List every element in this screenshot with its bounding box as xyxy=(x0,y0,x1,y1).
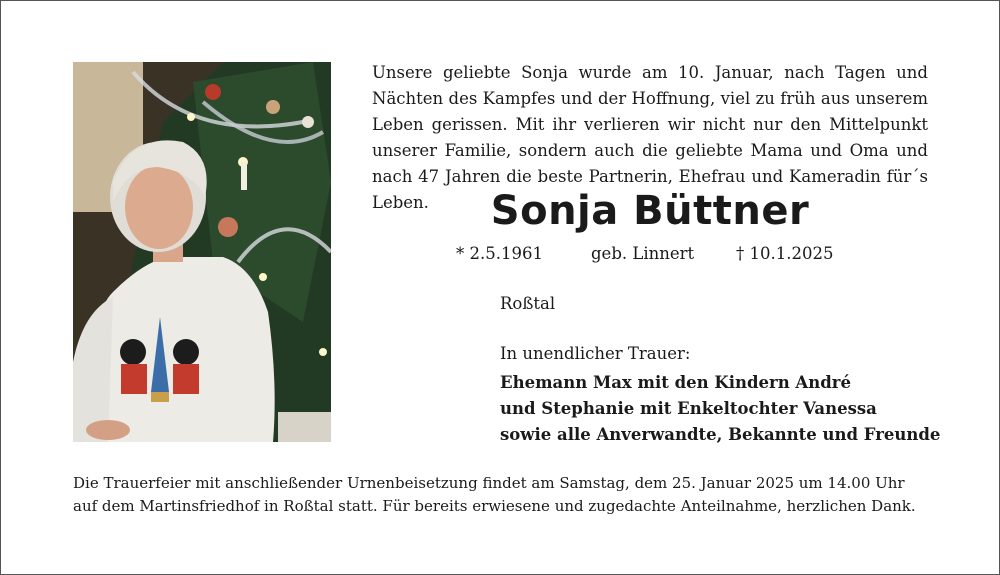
mourning-label: In unendlicher Trauer: xyxy=(500,344,691,363)
birth-date: * 2.5.1961 xyxy=(456,244,543,263)
place: Roßtal xyxy=(500,294,556,313)
death-date: † 10.1.2025 xyxy=(736,244,834,263)
funeral-line: Die Trauerfeier mit anschließender Urnenbeisetzung findet am Samstag, dem 25. Januar 2025 um 14.00 Uhr xyxy=(73,474,905,492)
intro-text: Unsere geliebte Sonja wurde am 10. Januar, nach Tagen und Nächten des Kampfes und der Hoffnung, viel zu früh aus unserem Leben gerissen. Mit ihr verlieren wir nicht nur den Mittelpunkt unserer Familie, sondern auch die geliebte Mama und Oma und nach 47 Jahren die beste Partnerin, Ehefrau und Kameradin für´s Leben. xyxy=(372,63,928,212)
mourners-list xyxy=(500,370,940,448)
mourner-line: Ehemann Max mit den Kindern André xyxy=(500,373,851,392)
portrait-photo xyxy=(73,62,331,442)
mourner-line: und Stephanie mit Enkeltochter Vanessa xyxy=(500,399,877,418)
funeral-info xyxy=(73,472,933,518)
mourner-line: sowie alle Anverwandte, Bekannte und Freunde xyxy=(500,425,941,444)
deceased-name: Sonja Büttner xyxy=(490,188,810,234)
funeral-line: auf dem Martinsfriedhof in Roßtal statt. Für bereits erwiesene und zugedachte Anteilnahme, herzlichen Dank. xyxy=(73,497,916,515)
maiden-name: geb. Linnert xyxy=(591,244,695,263)
